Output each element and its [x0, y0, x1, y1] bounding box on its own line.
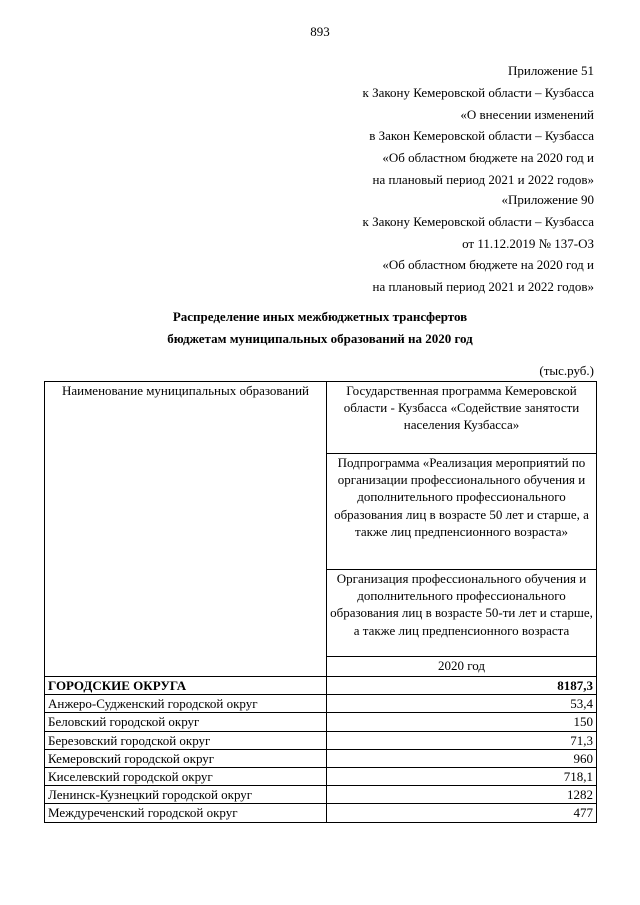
table-row [45, 731, 597, 749]
annex-line: на плановый период 2021 и 2022 годов» [372, 279, 594, 295]
header-year-cell: 2020 год [327, 657, 597, 677]
annex-line: в Закон Кемеровской области – Кузбасса [369, 128, 594, 144]
row-name: ГОРОДСКИЕ ОКРУГА [45, 677, 327, 695]
annex-line: к Закону Кемеровской области – Кузбасса [362, 84, 594, 100]
row-value: 71,3 [327, 731, 597, 749]
row-value: 8187,3 [327, 677, 597, 695]
annex-51-header [363, 60, 595, 191]
row-name: Анжеро-Судженский городской округ [45, 695, 327, 713]
row-name: Беловский городской округ [45, 713, 327, 731]
table-row [45, 713, 597, 731]
annex-line: «Об областном бюджете на 2020 год и [382, 150, 594, 166]
header-subprogram-cell: Подпрограмма «Реализация мероприятий по организации профессионального обучения и дополнительного профессионального образования лиц в возрасте 50 лет и старше, а также лиц предпенсионного возраста» [327, 454, 597, 570]
annex-line: Приложение 51 [507, 63, 594, 78]
annex-line: от 11.12.2019 № 137-ОЗ [462, 235, 594, 251]
row-name: Ленинск-Кузнецкий городской округ [45, 786, 327, 804]
row-name: Березовский городской округ [45, 731, 327, 749]
row-value: 718,1 [327, 768, 597, 786]
annex-line: к Закону Кемеровской области – Кузбасса [362, 213, 594, 229]
annex-90-header [363, 189, 595, 298]
header-activity-cell: Организация профессионального обучения и дополнительного профессионального образования лиц в возрасте 50-ти лет и старше, а также лиц предпенсионного возраста [327, 570, 597, 657]
row-value: 1282 [327, 786, 597, 804]
table-row [45, 804, 597, 822]
table-row [45, 749, 597, 767]
table-row-total [45, 677, 597, 695]
title-line: Распределение иных межбюджетных трансфертов [172, 309, 468, 324]
annex-line: «Об областном бюджете на 2020 год и [382, 257, 594, 273]
annex-line: на плановый период 2021 и 2022 годов» [372, 171, 594, 187]
units-label: (тыс.руб.) [539, 363, 594, 378]
header-program-cell: Государственная программа Кемеровской области - Кузбасса «Содействие занятости населения Кузбасса» [327, 382, 597, 454]
table-row [45, 786, 597, 804]
row-name: Кемеровский городской округ [45, 749, 327, 767]
row-value: 150 [327, 713, 597, 731]
document-title [0, 306, 640, 350]
annex-line: «О внесении изменений [460, 106, 594, 122]
transfers-table [44, 381, 597, 823]
row-value: 960 [327, 749, 597, 767]
row-name: Киселевский городской округ [45, 768, 327, 786]
page-number: 893 [310, 24, 330, 39]
annex-line: «Приложение 90 [501, 192, 594, 207]
row-value: 53,4 [327, 695, 597, 713]
table-row [45, 768, 597, 786]
title-line: бюджетам муниципальных образований на 2020 год [167, 331, 473, 346]
table-row [45, 695, 597, 713]
row-value: 477 [327, 804, 597, 822]
row-name: Междуреченский городской округ [45, 804, 327, 822]
header-name-cell: Наименование муниципальных образований [45, 382, 327, 677]
